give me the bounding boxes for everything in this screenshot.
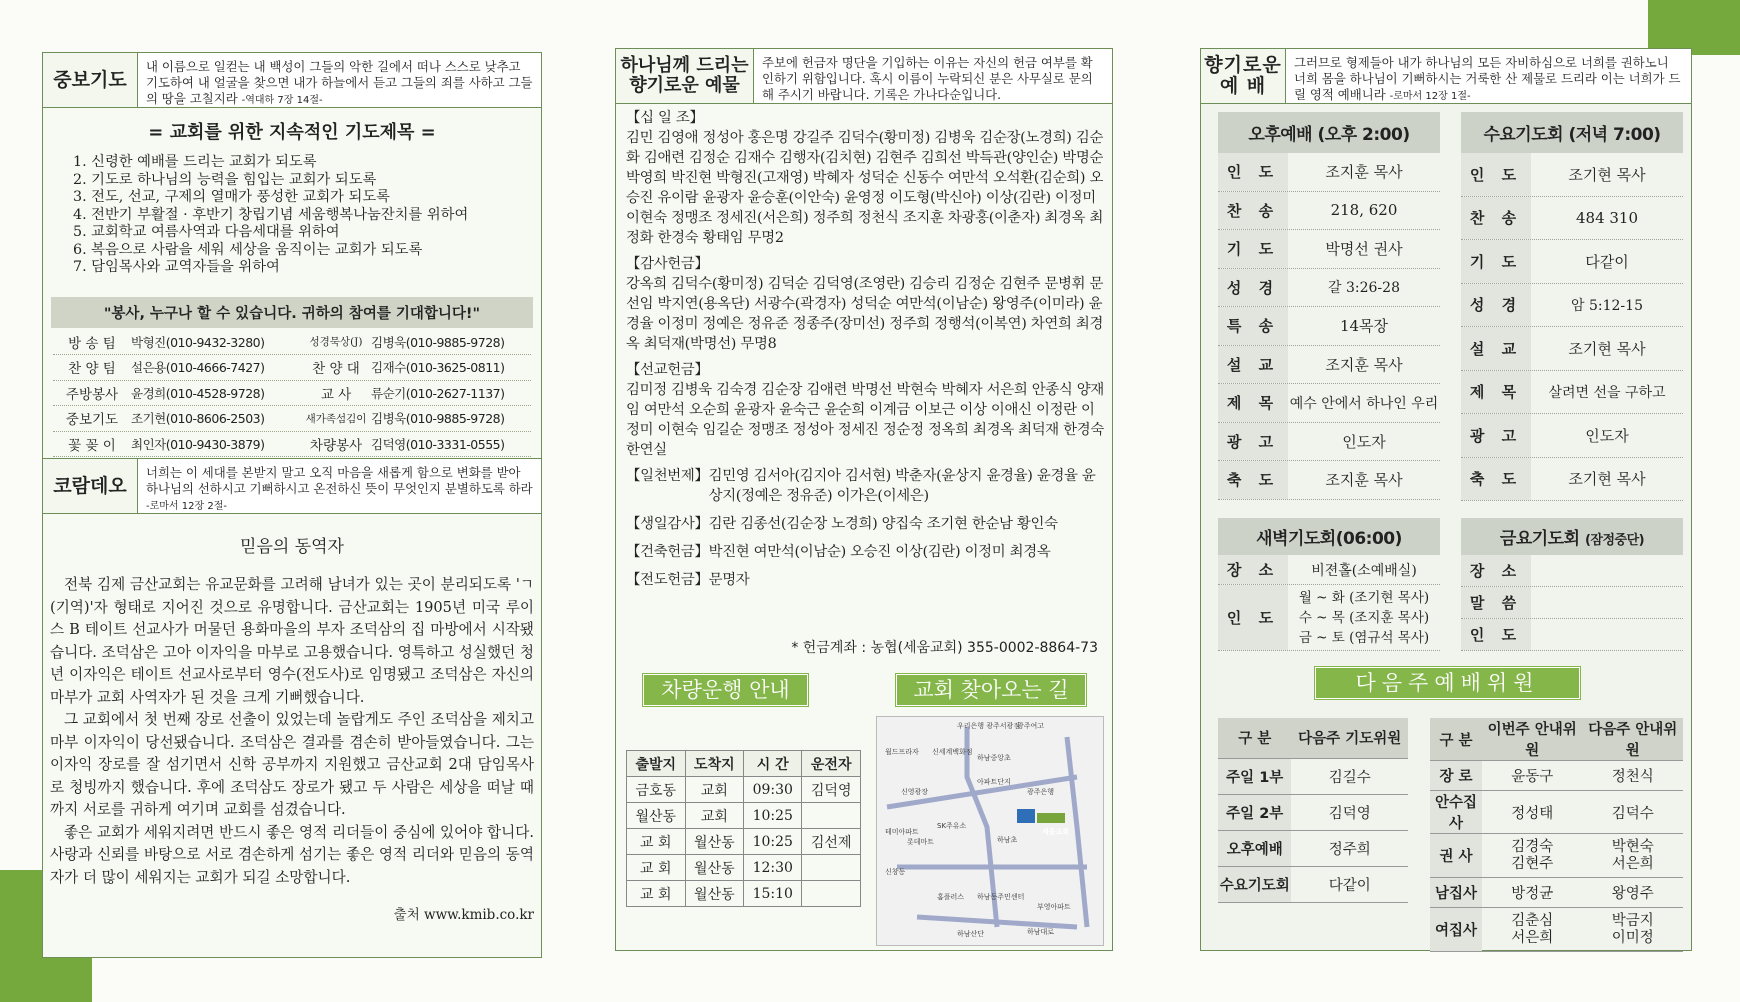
committee-row bbox=[1218, 794, 1408, 830]
volunteer-cell: 김덕영(010-3331-0555) bbox=[371, 436, 505, 452]
offering-list bbox=[616, 104, 1112, 590]
committee-row bbox=[1430, 791, 1683, 834]
intercession-title: 중보기도 bbox=[43, 53, 138, 107]
car-table-cell: 교회 bbox=[685, 777, 744, 803]
essay-paragraph: 좋은 교회가 세워지려면 반드시 좋은 영적 리더들이 중심에 있어야 합니다. 사랑과 신뢰를 바탕으로 서로 겸손하게 섬기는 좋은 영적 리더와 믿음의 동역자가 더 많이 세워지는 교회가 되길 소망합니다. bbox=[50, 823, 534, 886]
service-row bbox=[1218, 269, 1440, 308]
map-label: SK주유소 bbox=[937, 822, 967, 830]
prayer-topics-list bbox=[43, 144, 541, 277]
offering-inline-row bbox=[626, 570, 1104, 590]
map-label: 하남산단 bbox=[957, 930, 985, 938]
service-key: 말 씀 bbox=[1461, 587, 1531, 618]
service-key: 제 목 bbox=[1461, 371, 1531, 414]
committee-cell: 주일 1부 bbox=[1218, 758, 1291, 794]
volunteer-row bbox=[53, 406, 531, 432]
prayer-topics-title: = 교회를 위한 지속적인 기도제목 = bbox=[148, 122, 436, 143]
committee-cell: 안수집사 bbox=[1430, 791, 1482, 834]
volunteer-row bbox=[53, 432, 531, 458]
fri-prayer-box bbox=[1461, 518, 1683, 651]
offering-names: 강옥희 김덕수(황미정) 김덕순 김덕영(조영란) 김승리 김정순 김현주 문병휘 문선임 박지연(용옥단) 서광수(곽경자) 성덕순 여만석(이남순) 왕영주(이미라) 윤경율 이정미 정예은 정유준 정종주(장미선) 정주희 정행석(이복연) 차연희 최경옥 최덕재(박명선) 무명8 bbox=[626, 276, 1104, 352]
service-row bbox=[1218, 307, 1440, 346]
offering-category-label: 【전도헌금】 bbox=[626, 572, 709, 588]
volunteer-cell: 찬 양 팀 bbox=[68, 361, 116, 378]
committee-cell: 김덕영 bbox=[1291, 794, 1408, 830]
map-label: 신창동 bbox=[885, 868, 906, 876]
service-key: 인 도 bbox=[1218, 153, 1288, 191]
service-row bbox=[1461, 240, 1683, 284]
service-value: 218, 620 bbox=[1330, 201, 1398, 220]
car-table-row bbox=[627, 881, 861, 907]
offering-inline-row bbox=[626, 542, 1104, 562]
service-value: 조기현 목사 bbox=[1568, 339, 1646, 358]
volunteer-row bbox=[53, 330, 531, 356]
map-label: 홈플러스 bbox=[937, 893, 965, 901]
committee-cell: 정성태 bbox=[1482, 791, 1583, 834]
essay-section bbox=[50, 532, 534, 923]
volunteer-cell: 차량봉사 bbox=[309, 437, 363, 454]
committee-header: 구 분 bbox=[1218, 718, 1291, 758]
committee-cell: 김덕수 bbox=[1582, 791, 1683, 834]
committee-cell: 정천식 bbox=[1582, 761, 1683, 791]
map-label: 세움교회 bbox=[1042, 828, 1070, 836]
service-value: 예수 안에서 하나인 우리 bbox=[1289, 395, 1439, 412]
offering-category-label: 【선교헌금】 bbox=[626, 362, 709, 378]
service-row bbox=[1461, 555, 1683, 587]
service-key: 설 교 bbox=[1218, 346, 1288, 384]
committee-row bbox=[1430, 834, 1683, 878]
car-table-cell bbox=[802, 881, 861, 907]
service-row bbox=[1461, 284, 1683, 328]
fri-prayer-title: 금요기도회 (잠정중단) bbox=[1461, 518, 1683, 555]
dawn-lead-line: 월 ~ 화 (조기현 목사) bbox=[1298, 589, 1430, 606]
committee-cell: 김춘심 서은희 bbox=[1482, 908, 1583, 952]
pm-service-title: 오후예배 (오후 2:00) bbox=[1218, 112, 1440, 153]
volunteer-cell: 방 송 팀 bbox=[68, 335, 116, 352]
car-table-header: 시 간 bbox=[744, 751, 802, 777]
pm-service-box bbox=[1218, 112, 1440, 500]
car-schedule-label: 차량운행 안내 bbox=[643, 674, 808, 706]
volunteer-cell: 주방봉사 bbox=[65, 386, 119, 403]
essay-body bbox=[50, 574, 534, 889]
service-key: 기 도 bbox=[1218, 230, 1288, 268]
service-value: 14목장 bbox=[1339, 317, 1389, 336]
service-value: 조지훈 목사 bbox=[1325, 355, 1403, 374]
prayer-item: 6. 복음으로 사람을 세워 세상을 움직이는 교회가 되도록 bbox=[73, 241, 423, 258]
volunteer-cell: 김병욱(010-9885-9728) bbox=[371, 334, 505, 350]
car-table-cell bbox=[802, 855, 861, 881]
service-value: 살려면 선을 구하고 bbox=[1548, 384, 1666, 401]
service-value: 조기현 목사 bbox=[1568, 165, 1646, 184]
committee-row bbox=[1430, 908, 1683, 952]
car-table-header: 출발지 bbox=[627, 751, 686, 777]
dawn-lead-value bbox=[1288, 588, 1440, 648]
service-key: 찬 송 bbox=[1218, 192, 1288, 230]
committee-row bbox=[1218, 866, 1408, 902]
map-label: 우리은행 광주서광점 bbox=[957, 722, 1021, 730]
car-table-row bbox=[627, 829, 861, 855]
offering-names: 문명자 bbox=[708, 572, 750, 588]
service-key: 특 송 bbox=[1218, 307, 1288, 345]
service-key: 광 고 bbox=[1461, 414, 1531, 457]
directions-map bbox=[876, 716, 1104, 946]
offering-category-label: 【생일감사】 bbox=[626, 516, 709, 532]
offering-inline-row bbox=[626, 466, 1104, 506]
offering-category-label: 【십 일 조】 bbox=[626, 110, 704, 126]
committee-cell: 윤동구 bbox=[1482, 761, 1583, 791]
service-value: 484 310 bbox=[1575, 208, 1639, 227]
service-value: 갈 3:26-28 bbox=[1328, 280, 1400, 297]
map-label: 부영아파트 bbox=[1037, 903, 1071, 911]
intercession-verse: 내 이름으로 일컫는 내 백성이 그들의 악한 길에서 떠나 스스로 낮추고 기도하여 내 얼굴을 찾으면 내가 하늘에서 듣고 그들의 죄를 사하고 그들의 땅을 고칠지라 -역대하 7장 14절- bbox=[146, 59, 533, 107]
dawn-prayer-box bbox=[1218, 518, 1440, 651]
map-label: 신세계백화점 bbox=[932, 748, 973, 756]
offering-inline-row bbox=[626, 514, 1104, 534]
committee-cell: 수요기도회 bbox=[1218, 866, 1291, 902]
fri-prayer-rows bbox=[1461, 555, 1683, 651]
corner-decoration-right bbox=[1648, 0, 1740, 55]
prayer-item: 7. 담임목사와 교역자들을 위하여 bbox=[73, 259, 280, 275]
service-key: 인 도 bbox=[1461, 153, 1531, 196]
prayer-item: 3. 전도, 선교, 구제의 열매가 풍성한 교회가 되도록 bbox=[73, 189, 390, 205]
volunteer-row bbox=[53, 381, 531, 407]
committee-cell: 다같이 bbox=[1291, 866, 1408, 902]
committee-cell: 주일 2부 bbox=[1218, 794, 1291, 830]
map-label: 신영광장 bbox=[901, 788, 929, 796]
offering-names: 김민 김영애 정성아 홍은명 강길주 김덕수(황미정) 김병욱 김순장(노경희) 김순화 김애련 김정순 김재수 김행자(김치현) 김현주 김희선 박득관(양인순) 박명순 박영희 박진현 박형진(고재영) 박혜자 성덕순 신동수 여만석 오석환(김순희) 오승진 유이람 윤광자 윤승훈(이안숙) 윤영정 이도형(박신아) 이상(김란) 이정미 이현숙 정맹조 정세진(서은희) 정주희 정천식 조지훈 차광홍(이춘자) 최경옥 최정화 한경숙 황태임 무명2 bbox=[626, 130, 1104, 246]
offering-category-label: 【일천번제】 bbox=[626, 468, 709, 484]
service-key: 찬 송 bbox=[1461, 197, 1531, 240]
service-row bbox=[1461, 197, 1683, 241]
committee-row bbox=[1430, 761, 1683, 791]
service-key: 설 교 bbox=[1461, 327, 1531, 370]
service-row bbox=[1218, 192, 1440, 231]
wed-service-box bbox=[1461, 112, 1683, 501]
offering-panel bbox=[615, 104, 1113, 951]
volunteer-cell: 교 사 bbox=[320, 386, 352, 403]
offering-names: 김민영 김서아(김지아 김서현) 박춘자(윤상지 윤경율) 윤경율 윤상지(정예은 정유준) 이가은(이세은) bbox=[708, 468, 1096, 504]
map-label: 하남중앙초 bbox=[977, 754, 1011, 762]
service-row bbox=[1461, 327, 1683, 371]
volunteer-cell: 박형진(010-9432-3280) bbox=[131, 334, 265, 350]
service-key: 축 도 bbox=[1461, 458, 1531, 501]
dawn-lead-row bbox=[1218, 585, 1440, 651]
committee-cell: 방정균 bbox=[1482, 878, 1583, 908]
service-row bbox=[1461, 371, 1683, 415]
car-table-cell: 교회 bbox=[685, 803, 744, 829]
dawn-prayer-title: 새벽기도회(06:00) bbox=[1218, 518, 1440, 555]
map-label: 월드프라자 bbox=[885, 748, 919, 756]
service-row bbox=[1218, 461, 1440, 500]
car-table-cell: 교 회 bbox=[627, 881, 686, 907]
car-table-row bbox=[627, 777, 861, 803]
essay-source: 출처 www.kmib.co.kr bbox=[393, 907, 534, 923]
service-value: 조지훈 목사 bbox=[1325, 471, 1403, 490]
committee-row bbox=[1218, 830, 1408, 866]
service-row bbox=[1218, 384, 1440, 423]
map-label: 하남초 bbox=[997, 836, 1018, 844]
service-value: 암 5:12-15 bbox=[1571, 297, 1643, 314]
service-row bbox=[1461, 153, 1683, 197]
coramdeo-header bbox=[42, 458, 542, 514]
volunteer-list bbox=[53, 330, 531, 458]
worship-verse: 그러므로 형제들아 내가 하나님의 모든 자비하심으로 너희를 권하노니 너희 몸을 하나님이 기뻐하시는 거룩한 산 제물로 드리라 이는 너희가 드릴 영적 예배니라 -로마서 12장 1절- bbox=[1294, 55, 1681, 103]
service-key: 성 경 bbox=[1461, 284, 1531, 327]
service-row bbox=[1461, 619, 1683, 651]
volunteer-cell: 중보기도 bbox=[65, 412, 119, 429]
service-row bbox=[1218, 230, 1440, 269]
committee-cell: 왕영주 bbox=[1582, 878, 1683, 908]
car-table-cell: 금호동 bbox=[627, 777, 686, 803]
service-row bbox=[1218, 423, 1440, 462]
volunteer-cell: 찬 양 대 bbox=[312, 361, 360, 378]
dawn-lead-line: 금 ~ 토 (염규석 목사) bbox=[1298, 629, 1430, 646]
committee-row bbox=[1430, 878, 1683, 908]
car-table-cell: 월산동 bbox=[685, 881, 744, 907]
map-label: 아파트단지 bbox=[977, 778, 1011, 786]
offering-names: 박진현 여만석(이남순) 오승진 이상(김란) 이정미 최경옥 bbox=[708, 544, 1051, 560]
service-value: 인도자 bbox=[1585, 426, 1629, 445]
pm-service-rows bbox=[1218, 153, 1440, 500]
committee-row bbox=[1218, 758, 1408, 794]
committee-header: 다음주 안내위원 bbox=[1582, 718, 1683, 761]
volunteer-cell: 김병욱(010-9885-9728) bbox=[371, 411, 505, 427]
dawn-place-key: 장 소 bbox=[1218, 555, 1288, 584]
car-table-cell: 교 회 bbox=[627, 855, 686, 881]
prayer-item: 2. 기도로 하나님의 능력을 힘입는 교회가 되도록 bbox=[73, 171, 377, 188]
worship-title: 향기로운 예 배 bbox=[1201, 49, 1286, 103]
committee-header: 이번주 안내위원 bbox=[1482, 718, 1583, 761]
volunteer-cell: 윤경희(010-4528-9728) bbox=[131, 385, 265, 401]
committee-header: 구 분 bbox=[1430, 718, 1482, 761]
car-table-header: 도착지 bbox=[685, 751, 744, 777]
car-table-cell: 김선제 bbox=[802, 829, 861, 855]
offering-header bbox=[615, 48, 1113, 104]
volunteer-cell: 류순기(010-2627-1137) bbox=[371, 385, 505, 401]
map-label: 하남대로 bbox=[1027, 928, 1055, 936]
service-value: 인도자 bbox=[1342, 432, 1386, 451]
car-table-cell: 월산동 bbox=[685, 829, 744, 855]
committee-cell: 김경숙 김현주 bbox=[1482, 834, 1583, 878]
car-table-cell: 10:25 bbox=[744, 829, 802, 855]
car-schedule-table bbox=[626, 750, 861, 907]
offering-title: 하나님께 드리는 향기로운 예물 bbox=[616, 49, 754, 103]
service-row bbox=[1461, 458, 1683, 502]
car-table-cell: 김덕영 bbox=[802, 777, 861, 803]
volunteer-cell: 성경묵상(J) bbox=[309, 336, 363, 349]
car-table-row bbox=[627, 855, 861, 881]
service-row bbox=[1218, 346, 1440, 385]
volunteer-cell: 꽃 꽂 이 bbox=[68, 437, 116, 454]
service-value: 박명선 권사 bbox=[1325, 240, 1403, 259]
committee-header: 다음주 기도위원 bbox=[1291, 718, 1408, 758]
map-label: 테미아파트 bbox=[885, 828, 919, 836]
wed-service-rows bbox=[1461, 153, 1683, 501]
volunteer-row bbox=[53, 355, 531, 381]
committee-cell: 남집사 bbox=[1430, 878, 1482, 908]
service-value: 다같이 bbox=[1585, 252, 1629, 271]
offering-category-label: 【감사헌금】 bbox=[626, 256, 709, 272]
volunteer-cell: 조기현(010-8606-2503) bbox=[131, 411, 265, 427]
dawn-lead-line: 수 ~ 목 (조지훈 목사) bbox=[1298, 609, 1430, 626]
service-key: 장 소 bbox=[1461, 555, 1531, 586]
offering-category-label: 【건축헌금】 bbox=[626, 544, 709, 560]
map-label: 광주은행 bbox=[1027, 788, 1055, 796]
next-week-committee-label: 다음주예배위원 bbox=[1315, 667, 1580, 699]
usher-committee-table bbox=[1430, 718, 1683, 952]
map-label: 하남동주민센터 bbox=[977, 893, 1025, 901]
dawn-place-row bbox=[1218, 555, 1440, 585]
service-row bbox=[1461, 587, 1683, 619]
essay-paragraph: 그 교회에서 첫 번째 장로 선출이 있었는데 놀랍게도 주인 조덕삼을 제치고 마부 이자익이 당선됐습니다. 조덕삼은 결과를 겸손히 받아들였습니다. 그는 이자익 장로를 잘 섬기면서 신학 공부까지 지원했고 금산교회 2대 담임목사로 청빙까지 했습니다. 후에 조덕삼도 장로가 됐고 두 사람은 세상을 떠날 때까지 서로를 귀하게 여기며 교회를 섬겼습니다. bbox=[50, 711, 534, 818]
worship-header bbox=[1200, 48, 1692, 104]
coramdeo-title: 코람데오 bbox=[43, 459, 138, 513]
service-row bbox=[1461, 414, 1683, 458]
service-value: 조지훈 목사 bbox=[1325, 163, 1403, 182]
service-key: 광 고 bbox=[1218, 423, 1288, 461]
offering-account: * 헌금계좌 : 농협(세움교회) 355-0002-8864-73 bbox=[791, 640, 1098, 656]
committee-cell: 김길수 bbox=[1291, 758, 1408, 794]
service-key: 기 도 bbox=[1461, 240, 1531, 283]
offering-notice: 주보에 헌금자 명단을 기입하는 이유는 자신의 헌금 여부를 확인하기 위함입니다. 혹시 이름이 누락되신 분은 사무실로 문의해 주시기 바랍니다. 기록은 가나다순입니다. bbox=[762, 55, 1093, 103]
service-key: 제 목 bbox=[1218, 384, 1288, 422]
volunteer-cell: 최인자(010-9430-3879) bbox=[131, 436, 265, 452]
prayer-item: 4. 전반기 부활절 · 후반기 창립기념 세움행복나눔잔치를 위하여 bbox=[73, 206, 469, 223]
car-table-cell: 월산동 bbox=[685, 855, 744, 881]
committee-cell: 오후예배 bbox=[1218, 830, 1291, 866]
service-value: 조기현 목사 bbox=[1568, 470, 1646, 489]
committee-cell: 박현숙 서은희 bbox=[1582, 834, 1683, 878]
car-table-cell: 월산동 bbox=[627, 803, 686, 829]
prayer-item: 1. 신령한 예배를 드리는 교회가 되도록 bbox=[73, 154, 317, 170]
intercession-header bbox=[42, 52, 542, 108]
committee-cell: 박금지 이미정 bbox=[1582, 908, 1683, 952]
car-table-cell: 09:30 bbox=[744, 777, 802, 803]
committee-cell: 여집사 bbox=[1430, 908, 1482, 952]
car-table-cell: 12:30 bbox=[744, 855, 802, 881]
car-table-cell: 15:10 bbox=[744, 881, 802, 907]
volunteer-cell: 김재수(010-3625-0811) bbox=[371, 360, 505, 376]
directions-label: 교회 찾아오는 길 bbox=[896, 674, 1086, 706]
coramdeo-verse: 너희는 이 세대를 본받지 말고 오직 마음을 새롭게 함으로 변화를 받아 하나님의 선하시고 기뻐하시고 온전하신 뜻이 무엇인지 분별하도록 하라 -로마서 12장 2절- bbox=[146, 465, 533, 513]
volunteer-cell: 설은용(010-4666-7427) bbox=[131, 360, 265, 376]
essay-title: 믿음의 동역자 bbox=[240, 537, 344, 557]
committee-cell: 권 사 bbox=[1430, 834, 1482, 878]
service-key: 축 도 bbox=[1218, 461, 1288, 499]
car-table-cell bbox=[802, 803, 861, 829]
service-key: 인 도 bbox=[1461, 619, 1531, 650]
prayer-item: 5. 교회학교 여름사역과 다음세대를 위하여 bbox=[73, 224, 340, 240]
map-label: 롯데마트 bbox=[907, 838, 935, 846]
dawn-lead-key: 인 도 bbox=[1218, 585, 1288, 650]
map-label: 광주여고 bbox=[1017, 722, 1045, 730]
essay-paragraph: 전북 김제 금산교회는 유교문화를 고려해 남녀가 있는 곳이 분리되도록 'ㄱ(기역)'자 형태로 지어진 것으로 유명합니다. 금산교회는 1905년 미국 루이스 B 테이트 선교사가 머물던 용화마을의 부자 조덕삼의 집 마방에서 시작됐습니다. 조덕삼은 고아 이자익을 마부로 고용했습니다. 영특하고 성실했던 청년 이자익은 테이트 선교사로부터 영수(전도사)로 임명됐고 조덕삼은 자신의 마부가 교회 사역자가 된 것을 크게 기뻐했습니다. bbox=[50, 576, 534, 706]
offering-names: 김미정 김병욱 김숙경 김순장 김애련 박명선 박현숙 박혜자 서은희 안종식 양재임 여만석 오순희 윤광자 윤숙근 윤순희 이계금 이보근 이상 이애신 이정란 이정미 이현숙 임길순 정맹조 정성아 정세진 정순정 정옥희 최경옥 최덕재 한경숙 한연실 bbox=[626, 382, 1104, 458]
service-key: 성 경 bbox=[1218, 269, 1288, 307]
dawn-place-value: 비젼홀(소예배실) bbox=[1311, 562, 1417, 579]
committee-cell: 장 로 bbox=[1430, 761, 1482, 791]
volunteer-banner: "봉사, 누구나 할 수 있습니다. 귀하의 참여를 기대합니다!" bbox=[51, 297, 533, 328]
wed-service-title: 수요기도회 (저녁 7:00) bbox=[1461, 112, 1683, 153]
car-table-cell: 10:25 bbox=[744, 803, 802, 829]
car-table-header: 운전자 bbox=[802, 751, 861, 777]
offering-names: 김란 김종선(김순장 노경희) 양집숙 조기현 한순남 황인숙 bbox=[708, 516, 1058, 532]
car-table-row bbox=[627, 803, 861, 829]
volunteer-cell: 새가족섬김이 bbox=[305, 412, 367, 425]
prayer-committee-table bbox=[1218, 718, 1408, 903]
service-row bbox=[1218, 153, 1440, 192]
car-table-cell: 교 회 bbox=[627, 829, 686, 855]
committee-cell: 정주희 bbox=[1291, 830, 1408, 866]
